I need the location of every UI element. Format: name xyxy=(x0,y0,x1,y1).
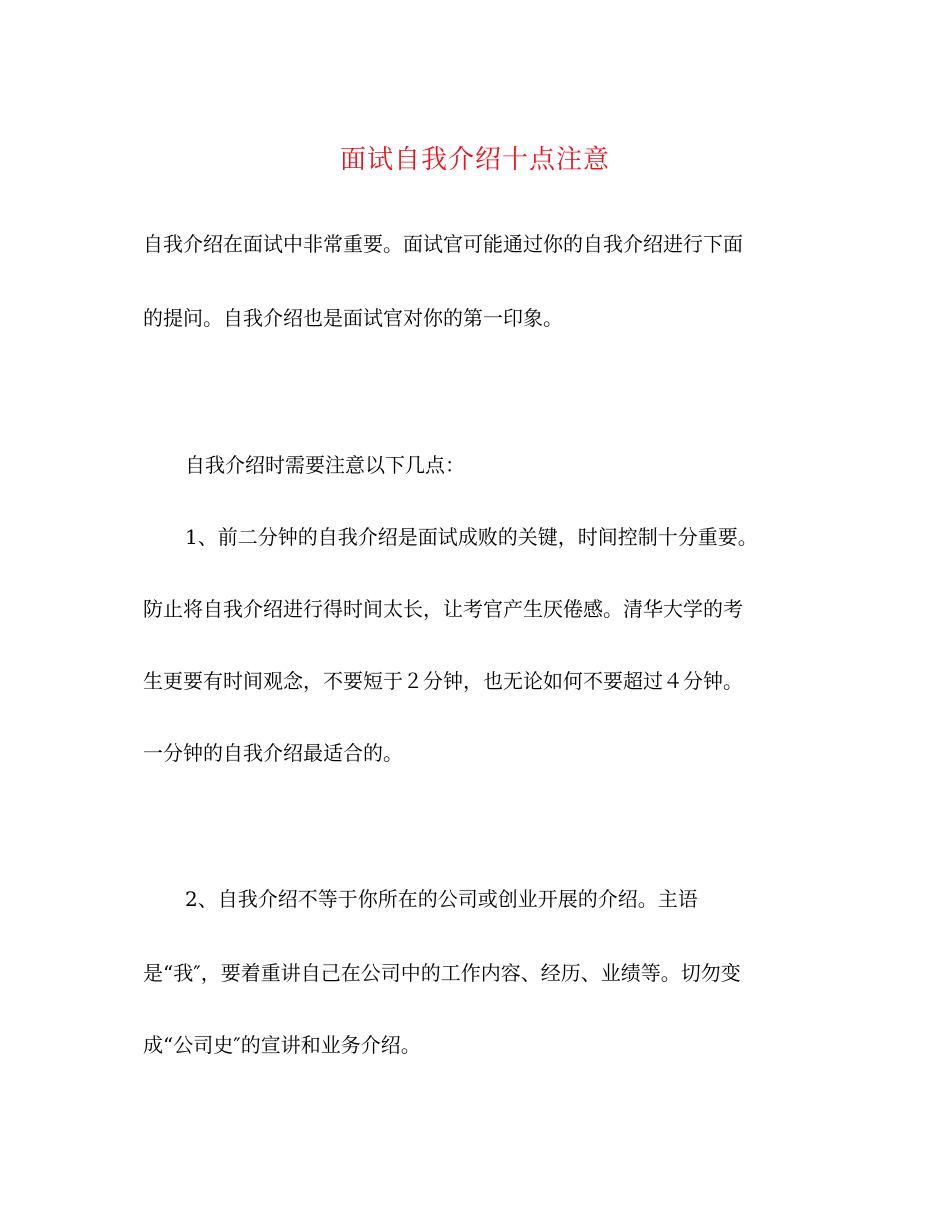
document-title: 面试自我介绍十点注意 xyxy=(339,145,610,175)
paragraph-line: 1、前二分钟的自我介绍是面试成败的关键，时间控制十分重要。 xyxy=(185,525,758,549)
paragraph-line: 自我介绍时需要注意以下几点： xyxy=(185,453,465,477)
paragraph-line: 生更要有时间观念，不要短于２分钟，也无论如何不要超过４分钟。 xyxy=(143,669,743,693)
paragraph-line: 一分钟的自我介绍最适合的。 xyxy=(143,741,403,765)
paragraph-line: 的提问。自我介绍也是面试官对你的第一印象。 xyxy=(143,306,563,330)
paragraph-line: 2、自我介绍不等于你所在的公司或创业开展的介绍。主语 xyxy=(185,887,698,911)
paragraph-line: 成“公司史″的宣讲和业务介绍。 xyxy=(143,1033,421,1057)
paragraph-line: 是“我″，要着重讲自己在公司中的工作内容、经历、业绩等。切勿变 xyxy=(143,961,741,985)
paragraph-line: 自我介绍在面试中非常重要。面试官可能通过你的自我介绍进行下面 xyxy=(143,232,743,256)
paragraph-line: 防止将自我介绍进行得时间太长，让考官产生厌倦感。清华大学的考 xyxy=(143,597,743,621)
